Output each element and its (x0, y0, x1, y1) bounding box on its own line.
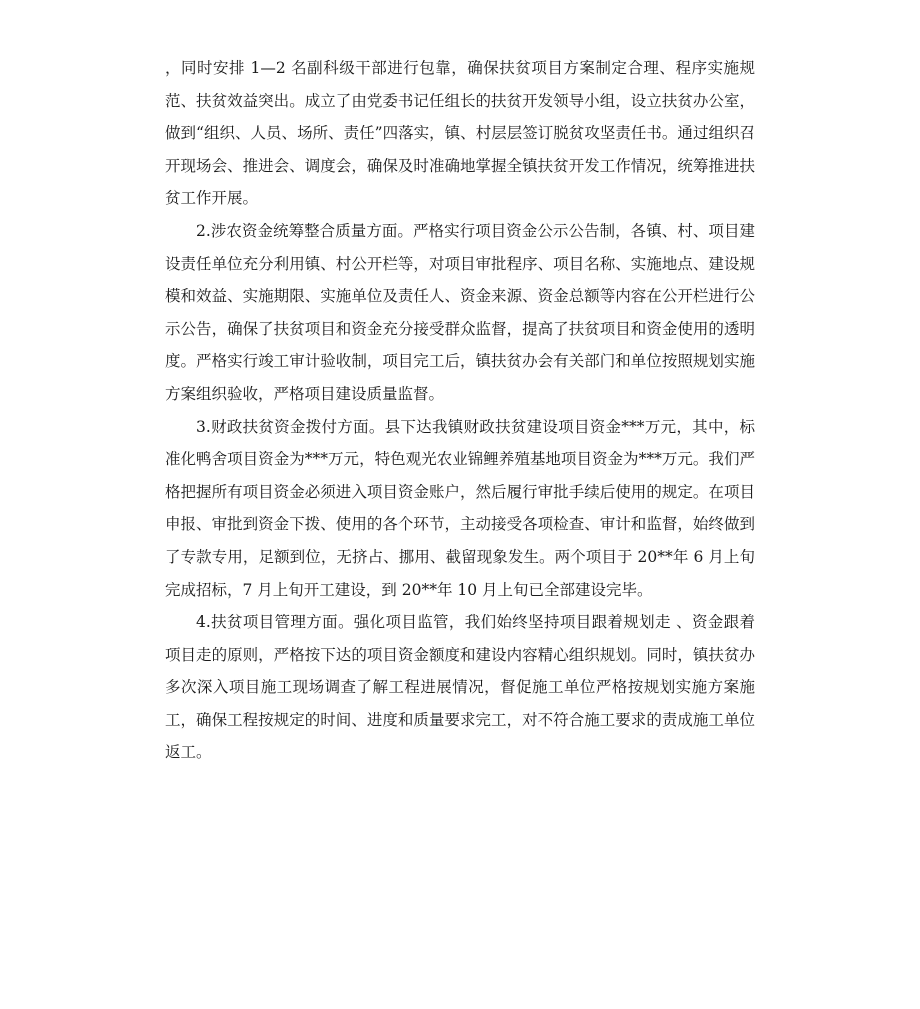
paragraph-continuation: ，同时安排 1—2 名副科级干部进行包靠，确保扶贫项目方案制定合理、程序实施规范、扶贫效益突出。成立了由党委书记任组长的扶贫开发领导小组，设立扶贫办公室，做到“组织、人员、场所、责任”四落实，镇、村层层签订脱贫攻坚责任书。通过组织召开现场会、推进会、调度会，确保及时准确地掌握全镇扶贫开发工作情况，统筹推进扶贫工作开展。 (165, 59, 755, 208)
paragraph-fund-integration: 2.涉农资金统筹整合质量方面。严格实行项目资金公示公告制，各镇、村、项目建设责任单位充分利用镇、村公开栏等，对项目审批程序、项目名称、实施地点、建设规模和效益、实施期限、实施单位及责任人、资金来源、资金总额等内容在公开栏进行公示公告，确保了扶贫项目和资金充分接受群众监督，提高了扶贫项目和资金使用的透明度。严格实行竣工审计验收制，项目完工后，镇扶贫办会有关部门和单位按照规划实施方案组织验收，严格项目建设质量监督。 (165, 221, 755, 403)
document-body (165, 52, 755, 769)
paragraph-project-management: 4.扶贫项目管理方面。强化项目监管，我们始终坚持项目跟着规划走 、资金跟着项目走的原则，严格按下达的项目资金额度和建设内容精心组织规划。同时，镇扶贫办多次深入项目施工现场调查了解工程进展情况，督促施工单位严格按规划实施方案施工，确保工程按规定的时间、进度和质量要求完工，对不符合施工要求的责成施工单位返工。 (165, 613, 755, 762)
paragraph-fund-allocation: 3.财政扶贫资金拨付方面。县下达我镇财政扶贫建设项目资金***万元，其中，标准化鸭舍项目资金为***万元，特色观光农业锦鲤养殖基地项目资金为***万元。我们严格把握所有项目资金必须进入项目资金账户，然后履行审批手续后使用的规定。在项目申报、审批到资金下拨、使用的各个环节，主动接受各项检查、审计和监督，始终做到了专款专用，足额到位，无挤占、挪用、截留现象发生。两个项目于 20**年 6 月上旬完成招标，7 月上旬开工建设，到 20**年 10 月上旬已全部建设完毕。 (165, 417, 755, 599)
